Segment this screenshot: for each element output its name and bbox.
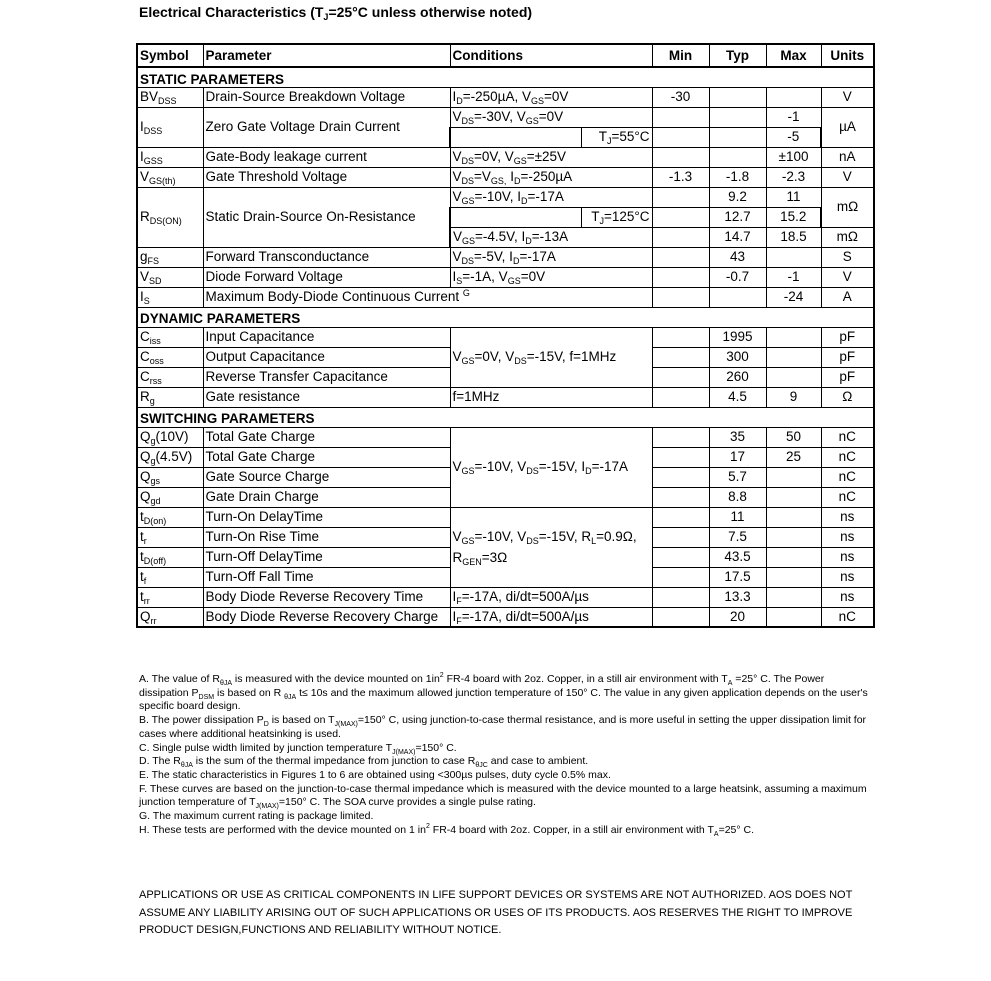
symbol-cell: $t_r$ <box>137 527 203 547</box>
symbol-cell: $R_g$ <box>137 387 203 407</box>
units-cell: nC <box>821 487 874 507</box>
typ-cell <box>709 87 766 107</box>
units-cell: ns <box>821 527 874 547</box>
parameter-cell: Total Gate Charge <box>203 427 450 447</box>
parameter-cell: Total Gate Charge <box>203 447 450 467</box>
footnote: F. These curves are based on the junction-to-case thermal impedance which is measured with the device mounted to a large heatsink, assuming a maximum junction temperature of $T_{J(MAX)}=150^\circ$ C. The SOA curve provides a single pulse rating. <box>139 782 867 811</box>
parameter-cell: Turn-On DelayTime <box>203 507 450 527</box>
electrical-characteristics-table <box>136 43 875 628</box>
parameter-cell: Gate resistance <box>203 387 450 407</box>
units-cell: ns <box>821 567 874 587</box>
table-row <box>137 387 874 407</box>
units-cell: pF <box>821 347 874 367</box>
symbol-cell: $t_{D(on)}$ <box>137 507 203 527</box>
header-conditions: Conditions <box>450 44 652 67</box>
symbol-cell: $C_{rss}$ <box>137 367 203 387</box>
header-typ: Typ <box>709 44 766 67</box>
parameter-cell: Gate Drain Charge <box>203 487 450 507</box>
parameter-cell: Static Drain-Source On-Resistance <box>203 187 450 247</box>
conditions-cell: $V_{GS}=-4.5V$, $I_D=-13A$ <box>450 227 652 247</box>
parameter-cell: Turn-Off Fall Time <box>203 567 450 587</box>
table-row <box>137 507 874 527</box>
symbol-cell: $Q_g(10V)$ <box>137 427 203 447</box>
units-cell: pF <box>821 367 874 387</box>
typ-cell: 35 <box>709 427 766 447</box>
max-cell: 25 <box>766 447 821 467</box>
footnote: G. The maximum current rating is package limited. <box>139 810 374 823</box>
symbol-cell: $C_{iss}$ <box>137 327 203 347</box>
symbol-cell: $V_{SD}$ <box>137 267 203 287</box>
typ-cell: 5.7 <box>709 467 766 487</box>
page-title: Electrical Characteristics ($T_J=25^\circ C$ unless otherwise noted) <box>139 4 533 22</box>
conditions-cell: $V_{DS}=0V$, $V_{GS}=\pm 25V$ <box>450 147 652 167</box>
header-symbol: Symbol <box>137 44 203 67</box>
symbol-cell: $g_{FS}$ <box>137 247 203 267</box>
typ-cell: 4.5 <box>709 387 766 407</box>
parameter-cell: Body Diode Reverse Recovery Charge <box>203 607 450 627</box>
units-cell: ns <box>821 507 874 527</box>
header-units: Units <box>821 44 874 67</box>
conditions-cell: $I_D=-250\mu A$, $V_{GS}=0V$ <box>450 87 652 107</box>
footnotes <box>139 673 869 837</box>
table-row <box>137 607 874 627</box>
parameter-cell: Gate Source Charge <box>203 467 450 487</box>
units-cell: ns <box>821 587 874 607</box>
conditions-cell: $V_{GS}=-10V$, $I_D=-17A$ <box>450 187 652 207</box>
table-row <box>137 327 874 347</box>
units-cell: pF <box>821 327 874 347</box>
header-max: Max <box>766 44 821 67</box>
disclaimer: APPLICATIONS OR USE AS CRITICAL COMPONENTS IN LIFE SUPPORT DEVICES OR SYSTEMS ARE NOT AUTHORIZED. AOS DOES NOT ASSUME ANY LIABILITY ARISING OUT OF SUCH APPLICATIONS OR USES OF ITS PRODUCTS. AOS RESERVES THE RIGHT TO IMPROVE PRODUCT DESIGN,FUNCTIONS AND RELIABILITY WITHOUT NOTICE. <box>139 889 853 937</box>
units-cell: nA <box>821 147 874 167</box>
conditions-cell: $I_F=-17A$, di/dt=500A/µs <box>450 587 652 607</box>
parameter-cell: Reverse Transfer Capacitance <box>203 367 450 387</box>
table-row <box>137 427 874 447</box>
parameter-cell: Gate-Body leakage current <box>203 147 450 167</box>
section-switching: SWITCHING PARAMETERS <box>137 407 874 427</box>
table-row <box>137 267 874 287</box>
symbol-cell: $C_{oss}$ <box>137 347 203 367</box>
symbol-cell: $R_{DS(ON)}$ <box>137 187 203 247</box>
min-cell: -30 <box>652 87 709 107</box>
max-cell: -1 <box>766 107 821 127</box>
conditions-cell: $V_{DS}=-30V$, $V_{GS}=0V$ <box>450 107 652 127</box>
max-cell <box>766 87 821 107</box>
symbol-cell: $Q_g(4.5V)$ <box>137 447 203 467</box>
symbol-cell: $t_{D(off)}$ <box>137 547 203 567</box>
table-row <box>137 287 874 307</box>
parameter-cell: Gate Threshold Voltage <box>203 167 450 187</box>
max-cell: -1 <box>766 267 821 287</box>
conditions-cell: $V_{GS}=0V$, $V_{DS}=-15V$, f=1MHz <box>450 327 652 387</box>
max-cell: 15.2 <box>766 207 821 227</box>
max-cell: 11 <box>766 187 821 207</box>
units-cell: nC <box>821 447 874 467</box>
typ-cell: 13.3 <box>709 587 766 607</box>
table-row <box>137 107 874 127</box>
units-cell: µA <box>821 107 874 147</box>
table-row <box>137 187 874 207</box>
table-header-row <box>137 44 874 67</box>
units-cell: nC <box>821 607 874 627</box>
typ-cell: 14.7 <box>709 227 766 247</box>
table-row <box>137 147 874 167</box>
typ-cell: 8.8 <box>709 487 766 507</box>
parameter-cell: Turn-On Rise Time <box>203 527 450 547</box>
max-cell: ±100 <box>766 147 821 167</box>
footnote: A. The value of $R_{\theta JA}$ is measured with the device mounted on $1in^2$ FR-4 board with 2oz. Copper, in a still air environment with $T_A =25^\circ$ C. The Power dissipation $P_{DSM}$ is based on R $_{\theta JA}$ t≤ 10s and the maximum allowed junction temperature of 150° C. The value in any given application depends on the user's specific board design. <box>139 672 868 713</box>
conditions-cell: $V_{DS}=V_{GS,}$ $I_D=-250\mu A$ <box>450 167 652 187</box>
typ-cell: 12.7 <box>709 207 766 227</box>
min-cell: -1.3 <box>652 167 709 187</box>
typ-cell: -0.7 <box>709 267 766 287</box>
symbol-cell: $V_{GS(th)}$ <box>137 167 203 187</box>
max-cell: -5 <box>766 127 821 147</box>
footnote: B. The power dissipation $P_D$ is based on $T_{J(MAX)}=150^\circ$ C, using junction-to-case thermal resistance, and is more useful in setting the upper dissipation limit for cases where additional heatsinking is used. <box>139 714 867 740</box>
units-cell: mΩ <box>821 187 874 227</box>
table-row <box>137 87 874 107</box>
typ-cell: 20 <box>709 607 766 627</box>
typ-cell: -1.8 <box>709 167 766 187</box>
typ-cell: 43 <box>709 247 766 267</box>
table-row <box>137 587 874 607</box>
units-cell: V <box>821 167 874 187</box>
symbol-cell: $I_{GSS}$ <box>137 147 203 167</box>
typ-cell: 1995 <box>709 327 766 347</box>
footnote: D. The $R_{\theta JA}$ is the sum of the thermal impedance from junction to case $R_{\theta JC}$ and case to ambient. <box>139 755 589 770</box>
conditions-cell: $I_F=-17A$, di/dt=500A/µs <box>450 607 652 627</box>
table-row <box>137 247 874 267</box>
parameter-cell: Diode Forward Voltage <box>203 267 450 287</box>
header-parameter: Parameter <box>203 44 450 67</box>
typ-cell: 7.5 <box>709 527 766 547</box>
typ-cell: 43.5 <box>709 547 766 567</box>
typ-cell: 17 <box>709 447 766 467</box>
conditions-cell: $T_J=55^\circ C$ <box>581 127 652 147</box>
table-row <box>137 167 874 187</box>
section-dynamic: DYNAMIC PARAMETERS <box>137 307 874 327</box>
conditions-cell: $V_{DS}=-5V$, $I_D=-17A$ <box>450 247 652 267</box>
parameter-cell: Maximum Body-Diode Continuous Current $^G$ <box>203 287 652 307</box>
units-cell: Ω <box>821 387 874 407</box>
parameter-cell: Output Capacitance <box>203 347 450 367</box>
units-cell: V <box>821 267 874 287</box>
units-cell: S <box>821 247 874 267</box>
symbol-cell: $BV_{DSS}$ <box>137 87 203 107</box>
max-cell: -2.3 <box>766 167 821 187</box>
parameter-cell: Turn-Off DelayTime <box>203 547 450 567</box>
conditions-cell: $T_J=125^\circ C$ <box>581 207 652 227</box>
units-cell: V <box>821 87 874 107</box>
symbol-cell: $t_{rr}$ <box>137 587 203 607</box>
parameter-cell: Zero Gate Voltage Drain Current <box>203 107 450 147</box>
conditions-cell: $V_{GS}=-10V$, $V_{DS}=-15V$, $I_D=-17A$ <box>450 427 652 507</box>
units-cell: nC <box>821 427 874 447</box>
symbol-cell: $I_{DSS}$ <box>137 107 203 147</box>
parameter-cell: Input Capacitance <box>203 327 450 347</box>
units-cell: A <box>821 287 874 307</box>
typ-cell: 9.2 <box>709 187 766 207</box>
conditions-cell: $I_S=-1A$, $V_{GS}=0V$ <box>450 267 652 287</box>
units-cell: mΩ <box>821 227 874 247</box>
typ-cell: 260 <box>709 367 766 387</box>
symbol-cell: $Q_{gd}$ <box>137 487 203 507</box>
units-cell: nC <box>821 467 874 487</box>
parameter-cell: Body Diode Reverse Recovery Time <box>203 587 450 607</box>
footnote: E. The static characteristics in Figures 1 to 6 are obtained using <300µs pulses, duty cycle 0.5% max. <box>139 768 611 781</box>
symbol-cell: $I_S$ <box>137 287 203 307</box>
max-cell: -24 <box>766 287 821 307</box>
units-cell: ns <box>821 547 874 567</box>
section-static: STATIC PARAMETERS <box>137 67 874 87</box>
max-cell: 50 <box>766 427 821 447</box>
typ-cell: 17.5 <box>709 567 766 587</box>
parameter-cell: Drain-Source Breakdown Voltage <box>203 87 450 107</box>
typ-cell: 11 <box>709 507 766 527</box>
parameter-cell: Forward Transconductance <box>203 247 450 267</box>
conditions-cell: f=1MHz <box>450 387 652 407</box>
typ-cell: 300 <box>709 347 766 367</box>
footnote: H. These tests are performed with the device mounted on 1 $in^2$ FR-4 board with 2oz. Copper, in a still air environment with $T_A=25^\circ$ C. <box>139 822 754 838</box>
max-cell: 9 <box>766 387 821 407</box>
conditions-cell: $V_{GS}=-10V$, $V_{DS}=-15V$, $R_L=0.9\Omega$, $R_{GEN}=3\Omega$ <box>450 507 652 587</box>
footnote: C. Single pulse width limited by junction temperature $T_{J(MAX)}=150^\circ$ C. <box>139 741 457 756</box>
header-min: Min <box>652 44 709 67</box>
symbol-cell: $t_f$ <box>137 567 203 587</box>
symbol-cell: $Q_{rr}$ <box>137 607 203 627</box>
symbol-cell: $Q_{gs}$ <box>137 467 203 487</box>
max-cell: 18.5 <box>766 227 821 247</box>
